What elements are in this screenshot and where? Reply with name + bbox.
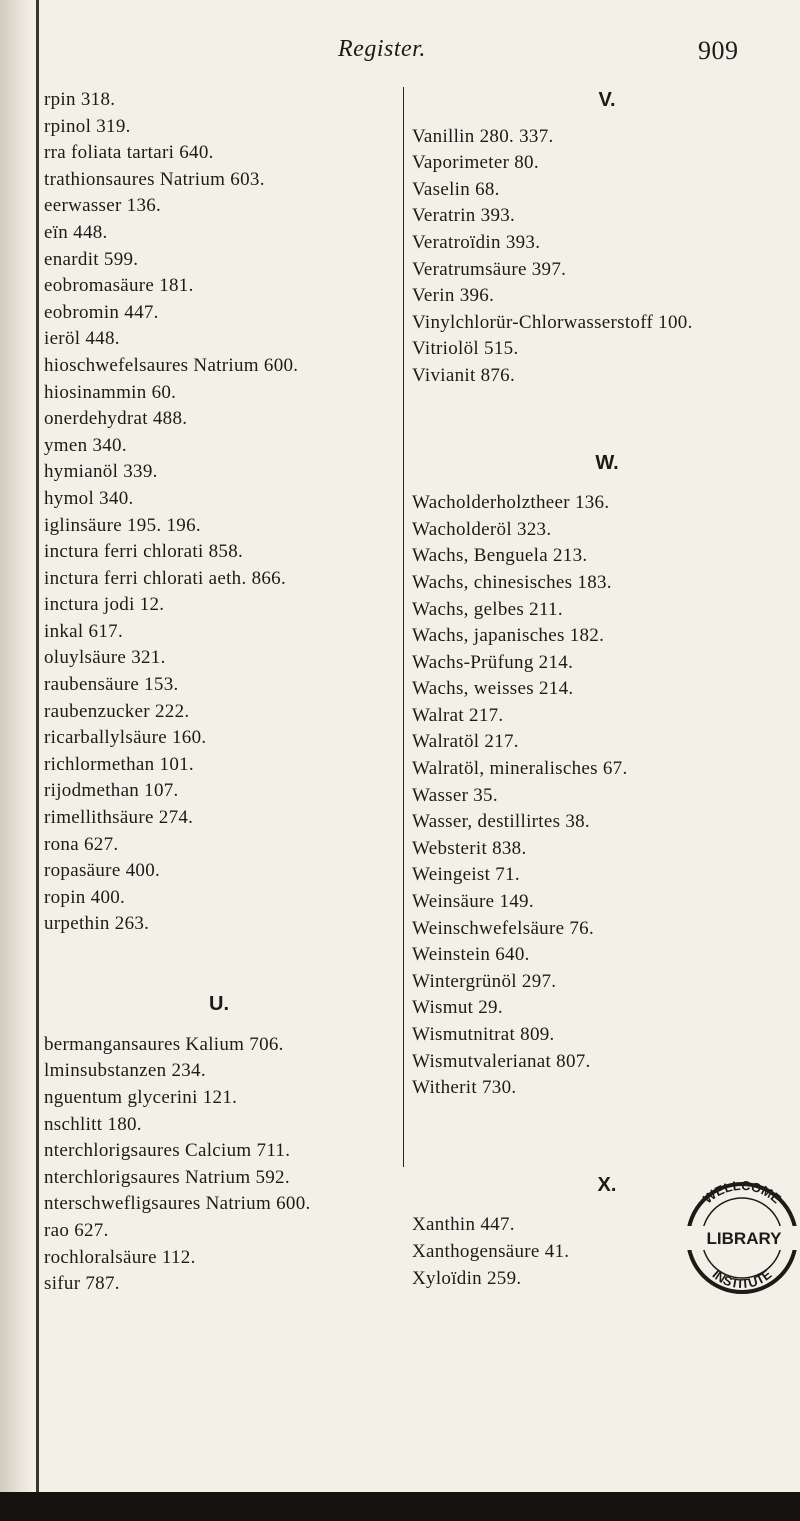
- stamp-center-text: LIBRARY: [706, 1229, 782, 1248]
- index-w-entry: Wachs-Prüfung 214.: [412, 651, 574, 673]
- index-t-entry: eobromasäure 181.: [44, 275, 194, 297]
- index-t-entry: raubensäure 153.: [44, 674, 179, 696]
- index-v-entry: Veratrumsäure 397.: [412, 258, 567, 280]
- t-entries-list: [44, 87, 394, 938]
- section-heading-x: X.: [597, 1173, 617, 1196]
- index-t-entry: iglinsäure 195. 196.: [44, 514, 201, 536]
- book-spine-shadow: [0, 0, 34, 1521]
- index-w-entry: Walrat 217.: [412, 704, 504, 726]
- running-title: Register.: [338, 36, 426, 62]
- index-t-entry: inctura ferri chlorati aeth. 866.: [44, 567, 287, 589]
- library-stamp: [676, 1178, 800, 1298]
- index-v-entry: Verin 396.: [412, 285, 495, 307]
- index-u-entry: nterschwefligsaures Natrium 600.: [44, 1193, 311, 1215]
- w-entries-list: [412, 490, 800, 1102]
- index-t-entry: ropin 400.: [44, 886, 126, 908]
- index-v-entry: Vaporimeter 80.: [412, 152, 539, 174]
- index-w-entry: Wismut 29.: [412, 997, 503, 1019]
- index-x-entry: Xyloïdin 259.: [412, 1267, 522, 1289]
- left-column: [44, 87, 394, 1298]
- book-spine-edge: [36, 0, 39, 1521]
- index-w-entry: Wintergrünöl 297.: [412, 970, 557, 992]
- stamp-bottom-text: INSTITUTE: [709, 1266, 775, 1292]
- index-w-entry: Weinstein 640.: [412, 944, 530, 966]
- spacer: [412, 390, 800, 450]
- spacer: [44, 1018, 394, 1032]
- index-v-entry: Vaselin 68.: [412, 178, 500, 200]
- index-u-entry: nschlitt 180.: [44, 1113, 142, 1135]
- index-t-entry: rijodmethan 107.: [44, 780, 179, 802]
- index-t-entry: hymol 340.: [44, 487, 134, 509]
- u-entries-list: [44, 1032, 394, 1298]
- index-t-entry: rpinol 319.: [44, 115, 131, 137]
- section-heading-v: V.: [598, 89, 616, 111]
- index-u-entry: rao 627.: [44, 1219, 109, 1241]
- index-t-entry: eobromin 447.: [44, 301, 159, 323]
- index-u-entry: rochloralsäure 112.: [44, 1246, 196, 1268]
- index-t-entry: trathionsaures Natrium 603.: [44, 168, 265, 190]
- index-v-entry: Vitriolöl 515.: [412, 338, 519, 360]
- index-u-entry: nterchlorigsaures Calcium 711.: [44, 1140, 291, 1162]
- index-v-entry: Veratrin 393.: [412, 205, 516, 227]
- index-t-entry: rona 627.: [44, 833, 119, 855]
- index-w-entry: Walratöl 217.: [412, 731, 519, 753]
- index-x-entry: Xanthogensäure 41.: [412, 1240, 570, 1262]
- index-t-entry: rpin 318.: [44, 89, 116, 110]
- index-t-entry: hymianöl 339.: [44, 461, 158, 483]
- index-t-entry: rra foliata tartari 640.: [44, 142, 214, 164]
- section-heading-u: U.: [209, 993, 229, 1016]
- page-header: [0, 0, 800, 80]
- index-t-entry: ricarballylsäure 160.: [44, 727, 207, 749]
- index-w-entry: Witherit 730.: [412, 1077, 517, 1099]
- index-t-entry: inctura ferri chlorati 858.: [44, 541, 244, 563]
- spacer: [44, 938, 394, 965]
- index-t-entry: rimellithsäure 274.: [44, 807, 194, 829]
- index-w-entry: Walratöl, mineralisches 67.: [412, 758, 628, 780]
- index-u-entry: nterchlorigsaures Natrium 592.: [44, 1166, 290, 1188]
- index-w-entry: Wasser, destillirtes 38.: [412, 811, 590, 833]
- index-x-entry: Xanthin 447.: [412, 1214, 515, 1236]
- index-w-entry: Wasser 35.: [412, 784, 498, 806]
- index-w-entry: Wacholderholztheer 136.: [412, 492, 610, 514]
- index-w-entry: Weingeist 71.: [412, 864, 520, 886]
- index-w-entry: Wachs, gelbes 211.: [412, 598, 563, 620]
- page-bottom-edge: [0, 1492, 800, 1521]
- index-v-entry: Vivianit 876.: [412, 364, 516, 386]
- index-w-entry: Wachs, Benguela 213.: [412, 545, 588, 567]
- index-t-entry: inkal 617.: [44, 620, 123, 642]
- index-t-entry: richlormethan 101.: [44, 753, 194, 775]
- index-t-entry: ymen 340.: [44, 434, 127, 456]
- index-v-entry: Veratroïdin 393.: [412, 231, 541, 253]
- index-t-entry: onerdehydrat 488.: [44, 408, 188, 430]
- index-w-entry: Wachs, japanisches 182.: [412, 625, 605, 647]
- spacer: [412, 476, 800, 490]
- v-entries-list: [412, 124, 800, 390]
- index-w-entry: Wismutvalerianat 807.: [412, 1050, 591, 1072]
- index-t-entry: inctura jodi 12.: [44, 594, 165, 616]
- section-heading-w: W.: [595, 451, 619, 474]
- index-w-entry: Wismutnitrat 809.: [412, 1024, 555, 1045]
- index-v-entry: Vinylchlorür-Chlorwasserstoff 100.: [412, 311, 693, 333]
- spacer: [44, 965, 394, 992]
- index-t-entry: eerwasser 136.: [44, 195, 162, 217]
- index-t-entry: enardit 599.: [44, 248, 139, 270]
- index-t-entry: urpethin 263.: [44, 913, 150, 935]
- index-w-entry: Weinsäure 149.: [412, 891, 534, 913]
- index-u-entry: sifur 787.: [44, 1273, 120, 1295]
- index-w-entry: Weinschwefelsäure 76.: [412, 917, 595, 939]
- spacer: [412, 114, 800, 124]
- index-t-entry: hiosinammin 60.: [44, 381, 177, 403]
- index-w-entry: Wachs, chinesisches 183.: [412, 571, 612, 593]
- index-t-entry: eïn 448.: [44, 221, 108, 243]
- index-v-entry: Vanillin 280. 337.: [412, 125, 554, 147]
- index-w-entry: Wacholderöl 323.: [412, 518, 552, 540]
- index-t-entry: raubenzucker 222.: [44, 700, 190, 722]
- index-t-entry: ropasäure 400.: [44, 860, 161, 882]
- index-w-entry: Wachs, weisses 214.: [412, 678, 574, 700]
- index-t-entry: hioschwefelsaures Natrium 600.: [44, 354, 299, 376]
- stamp-top-text: WELLCOME: [700, 1178, 785, 1207]
- spacer: [412, 1102, 800, 1172]
- index-t-entry: oluylsäure 321.: [44, 647, 166, 669]
- index-u-entry: bermangansaures Kalium 706.: [44, 1033, 284, 1055]
- index-t-entry: ieröl 448.: [44, 328, 120, 350]
- index-u-entry: nguentum glycerini 121.: [44, 1086, 238, 1108]
- index-u-entry: lminsubstanzen 234.: [44, 1060, 206, 1082]
- index-w-entry: Websterit 838.: [412, 837, 527, 859]
- page-number: 909: [698, 36, 739, 65]
